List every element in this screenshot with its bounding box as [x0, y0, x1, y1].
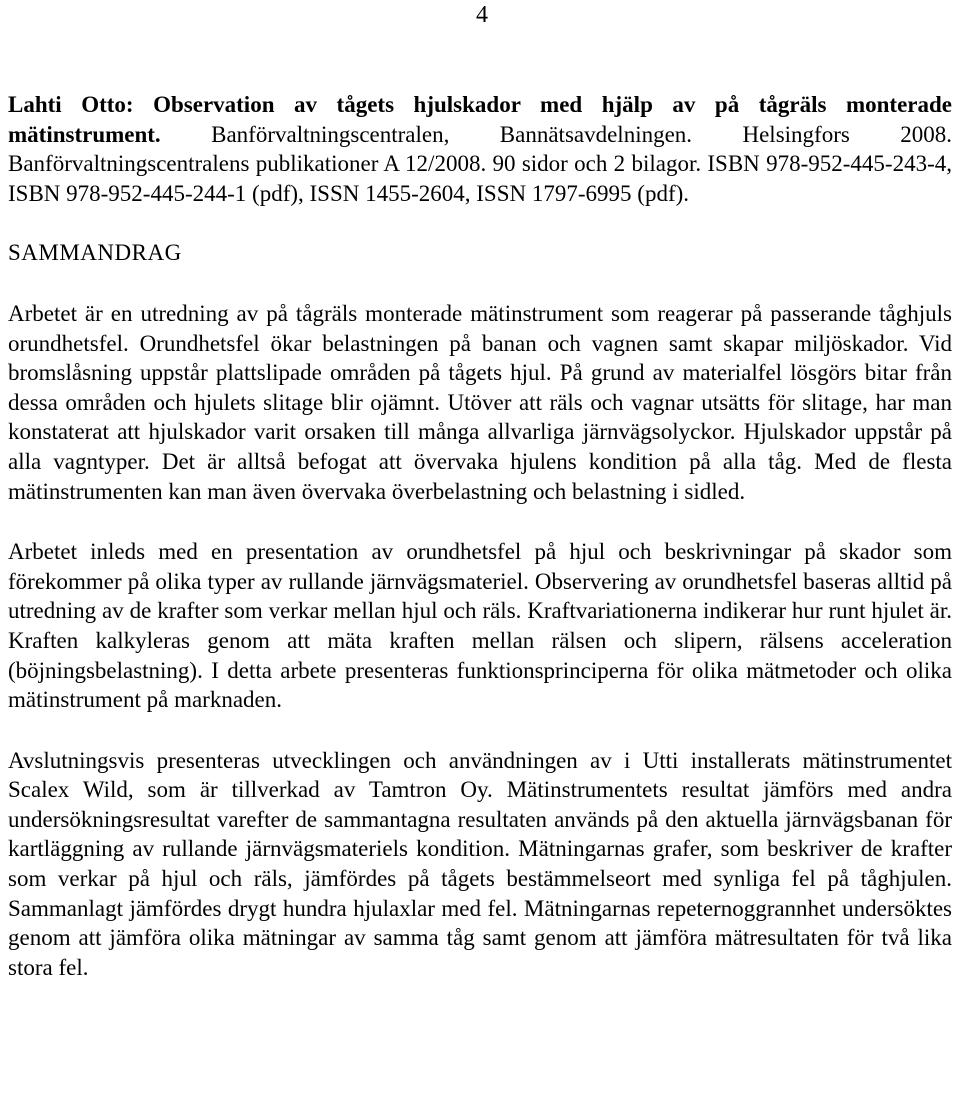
- citation-title: Lahti Otto: Observation av tågets hjulskador med hjälp av på tågräls monterade mätinstrument.: [8, 92, 952, 147]
- paragraph-2: Arbetet inleds med en presentation av orundhetsfel på hjul och beskrivningar på skador som förekommer på olika typer av rullande järnvägsmateriel. Observering av orundhetsfel baseras alltid på utredning av de krafter som verkar mellan hjul och räls. Kraftvariationerna indikerar hur runt hjulet är. Kraften kalkyleras genom att mäta kraften mellan rälsen och slipern, rälsens acceleration (böjningsbelastning). I detta arbete presenteras funktionsprinciperna för olika mätmetoder och olika mätinstrument på marknaden.: [8, 539, 952, 713]
- bibliographic-citation: [8, 90, 952, 208]
- section-heading: SAMMANDRAG: [8, 240, 182, 266]
- page-number: 4: [476, 2, 488, 28]
- citation-details: Banförvaltningscentralen, Bannätsavdelningen. Helsingfors 2008. Banförvaltningscentralens publikationer A 12/2008. 90 sidor och 2 bilagor. ISBN 978-952-445-243-4, ISBN 978-952-445-244-1 (pdf), ISSN 1455-2604, ISSN 1797-6995 (pdf).: [8, 121, 952, 206]
- document-body: [8, 90, 952, 982]
- paragraph-3: Avslutningsvis presenteras utvecklingen och användningen av i Utti installerats mätinstrumentet Scalex Wild, som är tillverkad av Tamtron Oy. Mätinstrumentets resultat jämförs med andra undersökningsresultat varefter de sammantagna resultaten används på den aktuella järnvägsbanan för kartläggning av rullande järnvägsmateriels kondition. Mätningarnas grafer, som beskriver de krafter som verkar på hjul och räls, jämfördes på tågets bestämmelseort med synliga fel på tåghjulen. Sammanlagt jämfördes drygt hundra hjulaxlar med fel. Mätningarnas repeternoggrannhet undersöktes genom att jämföra olika mätningar av samma tåg samt genom att jämföra mätresultaten för två lika stora fel.: [8, 747, 952, 980]
- paragraph-1: Arbetet är en utredning av på tågräls monterade mätinstrument som reagerar på passerande tåghjuls orundhetsfel. Orundhetsfel ökar belastningen på banan och vagnen samt skapar miljöskador. Vid bromslåsning uppstår plattslipade områden på tågets hjul. På grund av materialfel lösgörs bitar från dessa områden och hjulets slitage blir ojämnt. Utöver att räls och vagnar utsätts för slitage, har man konstaterat att hjulskador varit orsaken till många allvarliga järnvägsolyckor. Hjulskador uppstår på alla vagntyper. Det är alltså befogat att övervaka hjulens kondition på alla tåg. Med de flesta mätinstrumenten kan man även övervaka överbelastning och belastning i sidled.: [8, 300, 952, 504]
